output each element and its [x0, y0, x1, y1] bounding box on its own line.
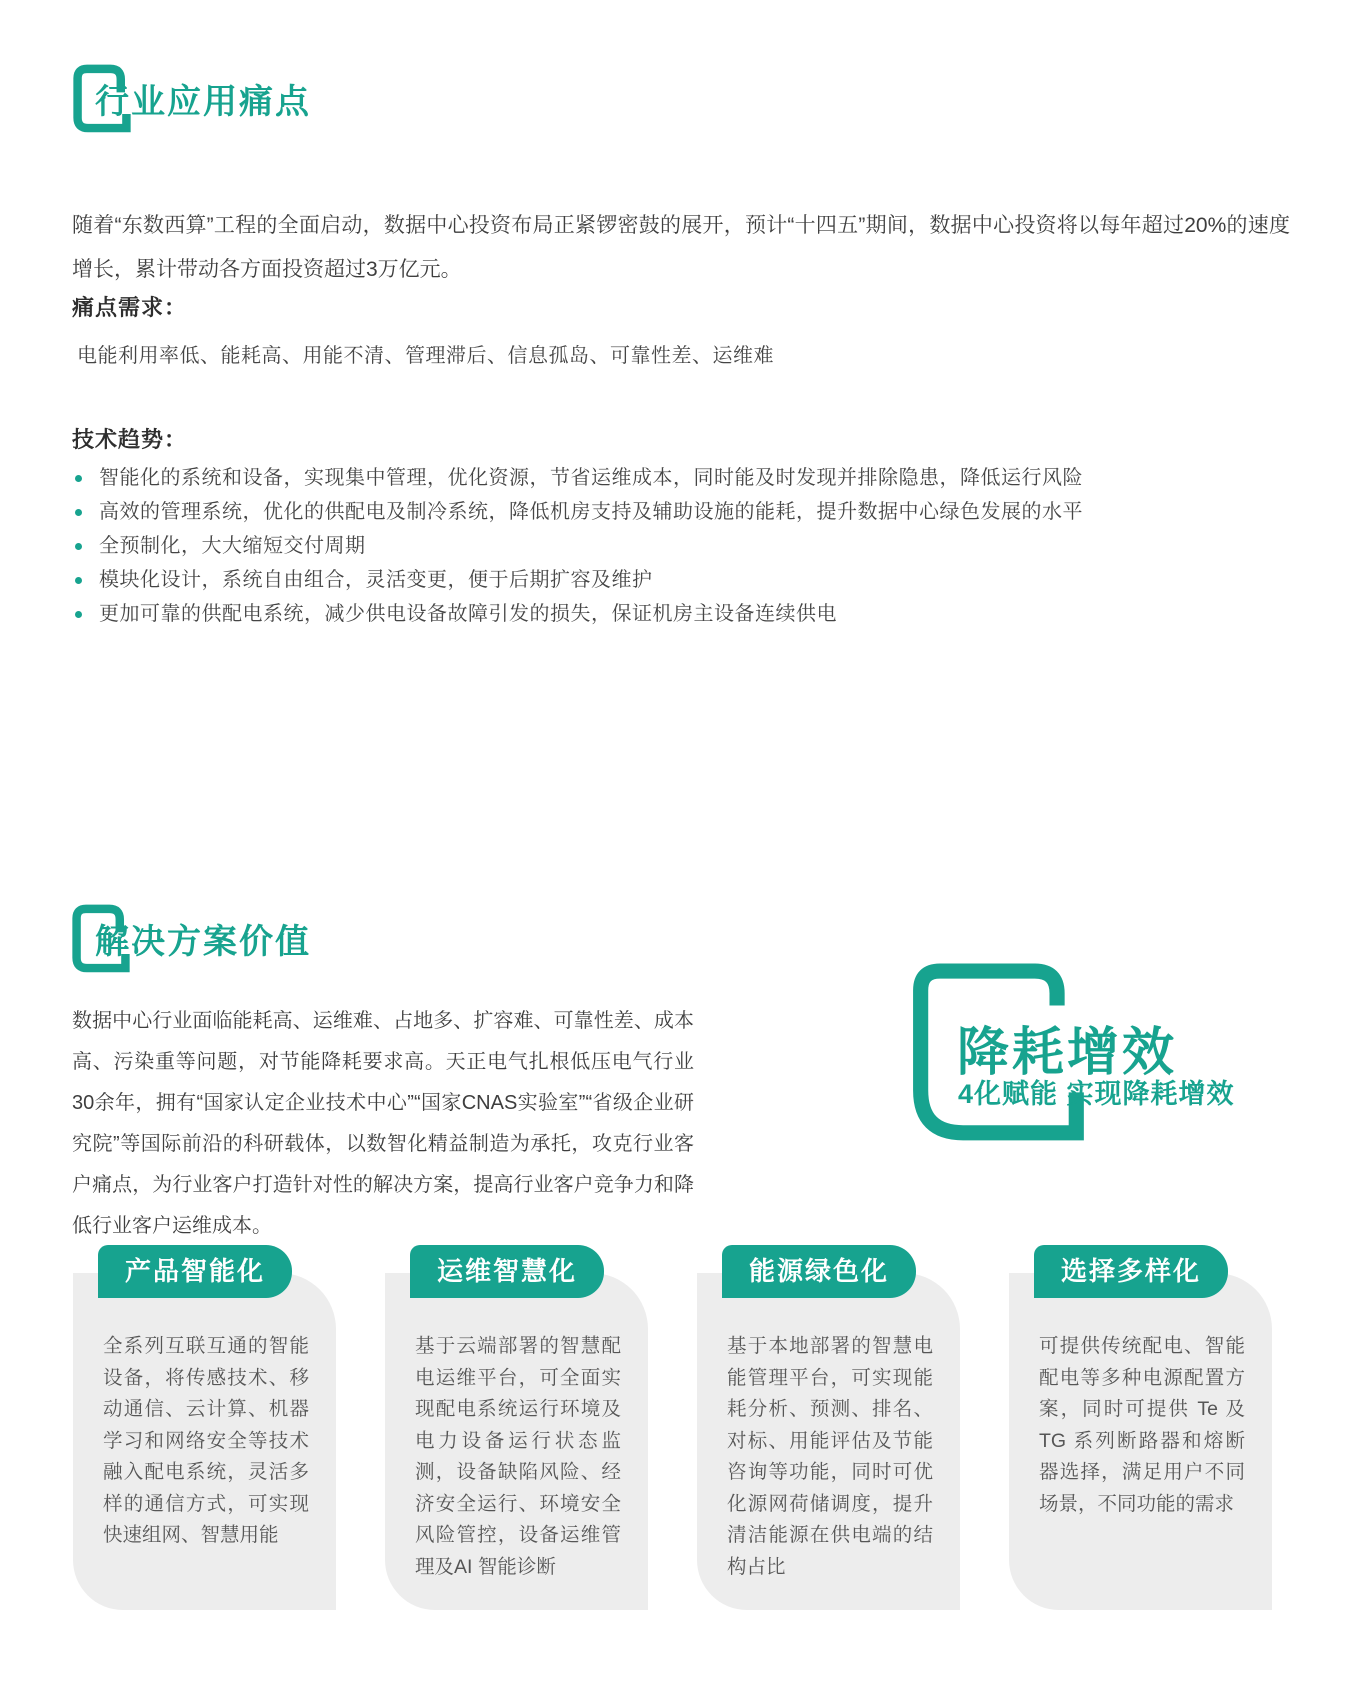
- feature-card: [73, 1256, 336, 1610]
- card-body-text: 全系列互联互通的智能设备，将传感技术、移动通信、云计算、机器学习和网络安全等技术融入配电系统，灵活多样的通信方式，可实现快速组网、智慧用能: [103, 1335, 309, 1546]
- trend-item-text: 模块化设计，系统自由组合，灵活变更，便于后期扩容及维护: [99, 569, 653, 591]
- trend-list: [72, 468, 1292, 638]
- bullet-dot-icon: [75, 509, 82, 516]
- trend-list-item: [72, 468, 1292, 489]
- bullet-dot-icon: [75, 577, 82, 584]
- card-title-badge: 能源绿色化: [722, 1245, 916, 1298]
- card-body-text: 基于云端部署的智慧配电运维平台，可全面实现配电系统运行环境及电力设备运行状态监测，设备缺陷风险、经济安全运行、环境安全风险管控，设备运维管理及AI 智能诊断: [415, 1335, 621, 1578]
- trend-list-item: [72, 570, 1292, 591]
- feature-card: [1009, 1256, 1272, 1610]
- trend-list-item: [72, 604, 1292, 625]
- card-title-badge: 产品智能化: [98, 1245, 292, 1298]
- trend-list-item: [72, 536, 1292, 557]
- callout-title: 降耗增效: [957, 1024, 1178, 1082]
- trend-heading: 技术趋势：: [72, 427, 188, 452]
- bullet-dot-icon: [75, 543, 82, 550]
- card-body-text: 可提供传统配电、智能配电等多种电源配置方案，同时可提供 Te 及TG 系列断路器和熔断器选择，满足用户不同场景，不同功能的需求: [1039, 1335, 1245, 1515]
- feature-card: [385, 1256, 648, 1610]
- value-paragraph: 数据中心行业面临能耗高、运维难、占地多、扩容难、可靠性差、成本高、污染重等问题，对节能降耗要求高。天正电气扎根低压电气行业30余年，拥有“国家认定企业技术中心”“国家CNAS实验室”“省级企业研究院”等国际前沿的科研载体，以数智化精益制造为承托，攻克行业客户痛点，为行业客户打造针对性的解决方案，提高行业客户竞争力和降低行业客户运维成本。: [72, 1010, 694, 1237]
- pain-section-title: 行业应用痛点: [95, 83, 311, 121]
- card-title-badge: 运维智慧化: [410, 1245, 604, 1298]
- bullet-dot-icon: [75, 475, 82, 482]
- demand-text: 电能利用率低、能耗高、用能不清、管理滞后、信息孤岛、可靠性差、运维难: [77, 345, 774, 367]
- demand-heading: 痛点需求：: [72, 295, 188, 320]
- trend-item-text: 更加可靠的供配电系统，减少供电设备故障引发的损失，保证机房主设备连续供电: [99, 603, 837, 625]
- trend-item-text: 智能化的系统和设备，实现集中管理，优化资源，节省运维成本，同时能及时发现并排除隐患，降低运行风险: [99, 467, 1083, 489]
- value-section-title: 解决方案价值: [95, 923, 311, 961]
- trend-list-item: [72, 502, 1292, 523]
- card-title-badge: 选择多样化: [1034, 1245, 1228, 1298]
- bullet-dot-icon: [75, 611, 82, 618]
- trend-item-text: 高效的管理系统，优化的供配电及制冷系统，降低机房支持及辅助设施的能耗，提升数据中心绿色发展的水平: [99, 501, 1083, 523]
- callout-subtitle: 4化赋能 实现降耗增效: [958, 1079, 1235, 1109]
- pain-intro-paragraph: 随着“东数西算”工程的全面启动，数据中心投资布局正紧锣密鼓的展开，预计“十四五”期间，数据中心投资将以每年超过20%的速度增长，累计带动各方面投资超过3万亿元。: [72, 214, 1290, 281]
- card-body-text: 基于本地部署的智慧电能管理平台，可实现能耗分析、预测、排名、对标、用能评估及节能咨询等功能，同时可优化源网荷储调度，提升清洁能源在供电端的结构占比: [727, 1335, 933, 1578]
- feature-card: [697, 1256, 960, 1610]
- trend-item-text: 全预制化，大大缩短交付周期: [99, 535, 366, 557]
